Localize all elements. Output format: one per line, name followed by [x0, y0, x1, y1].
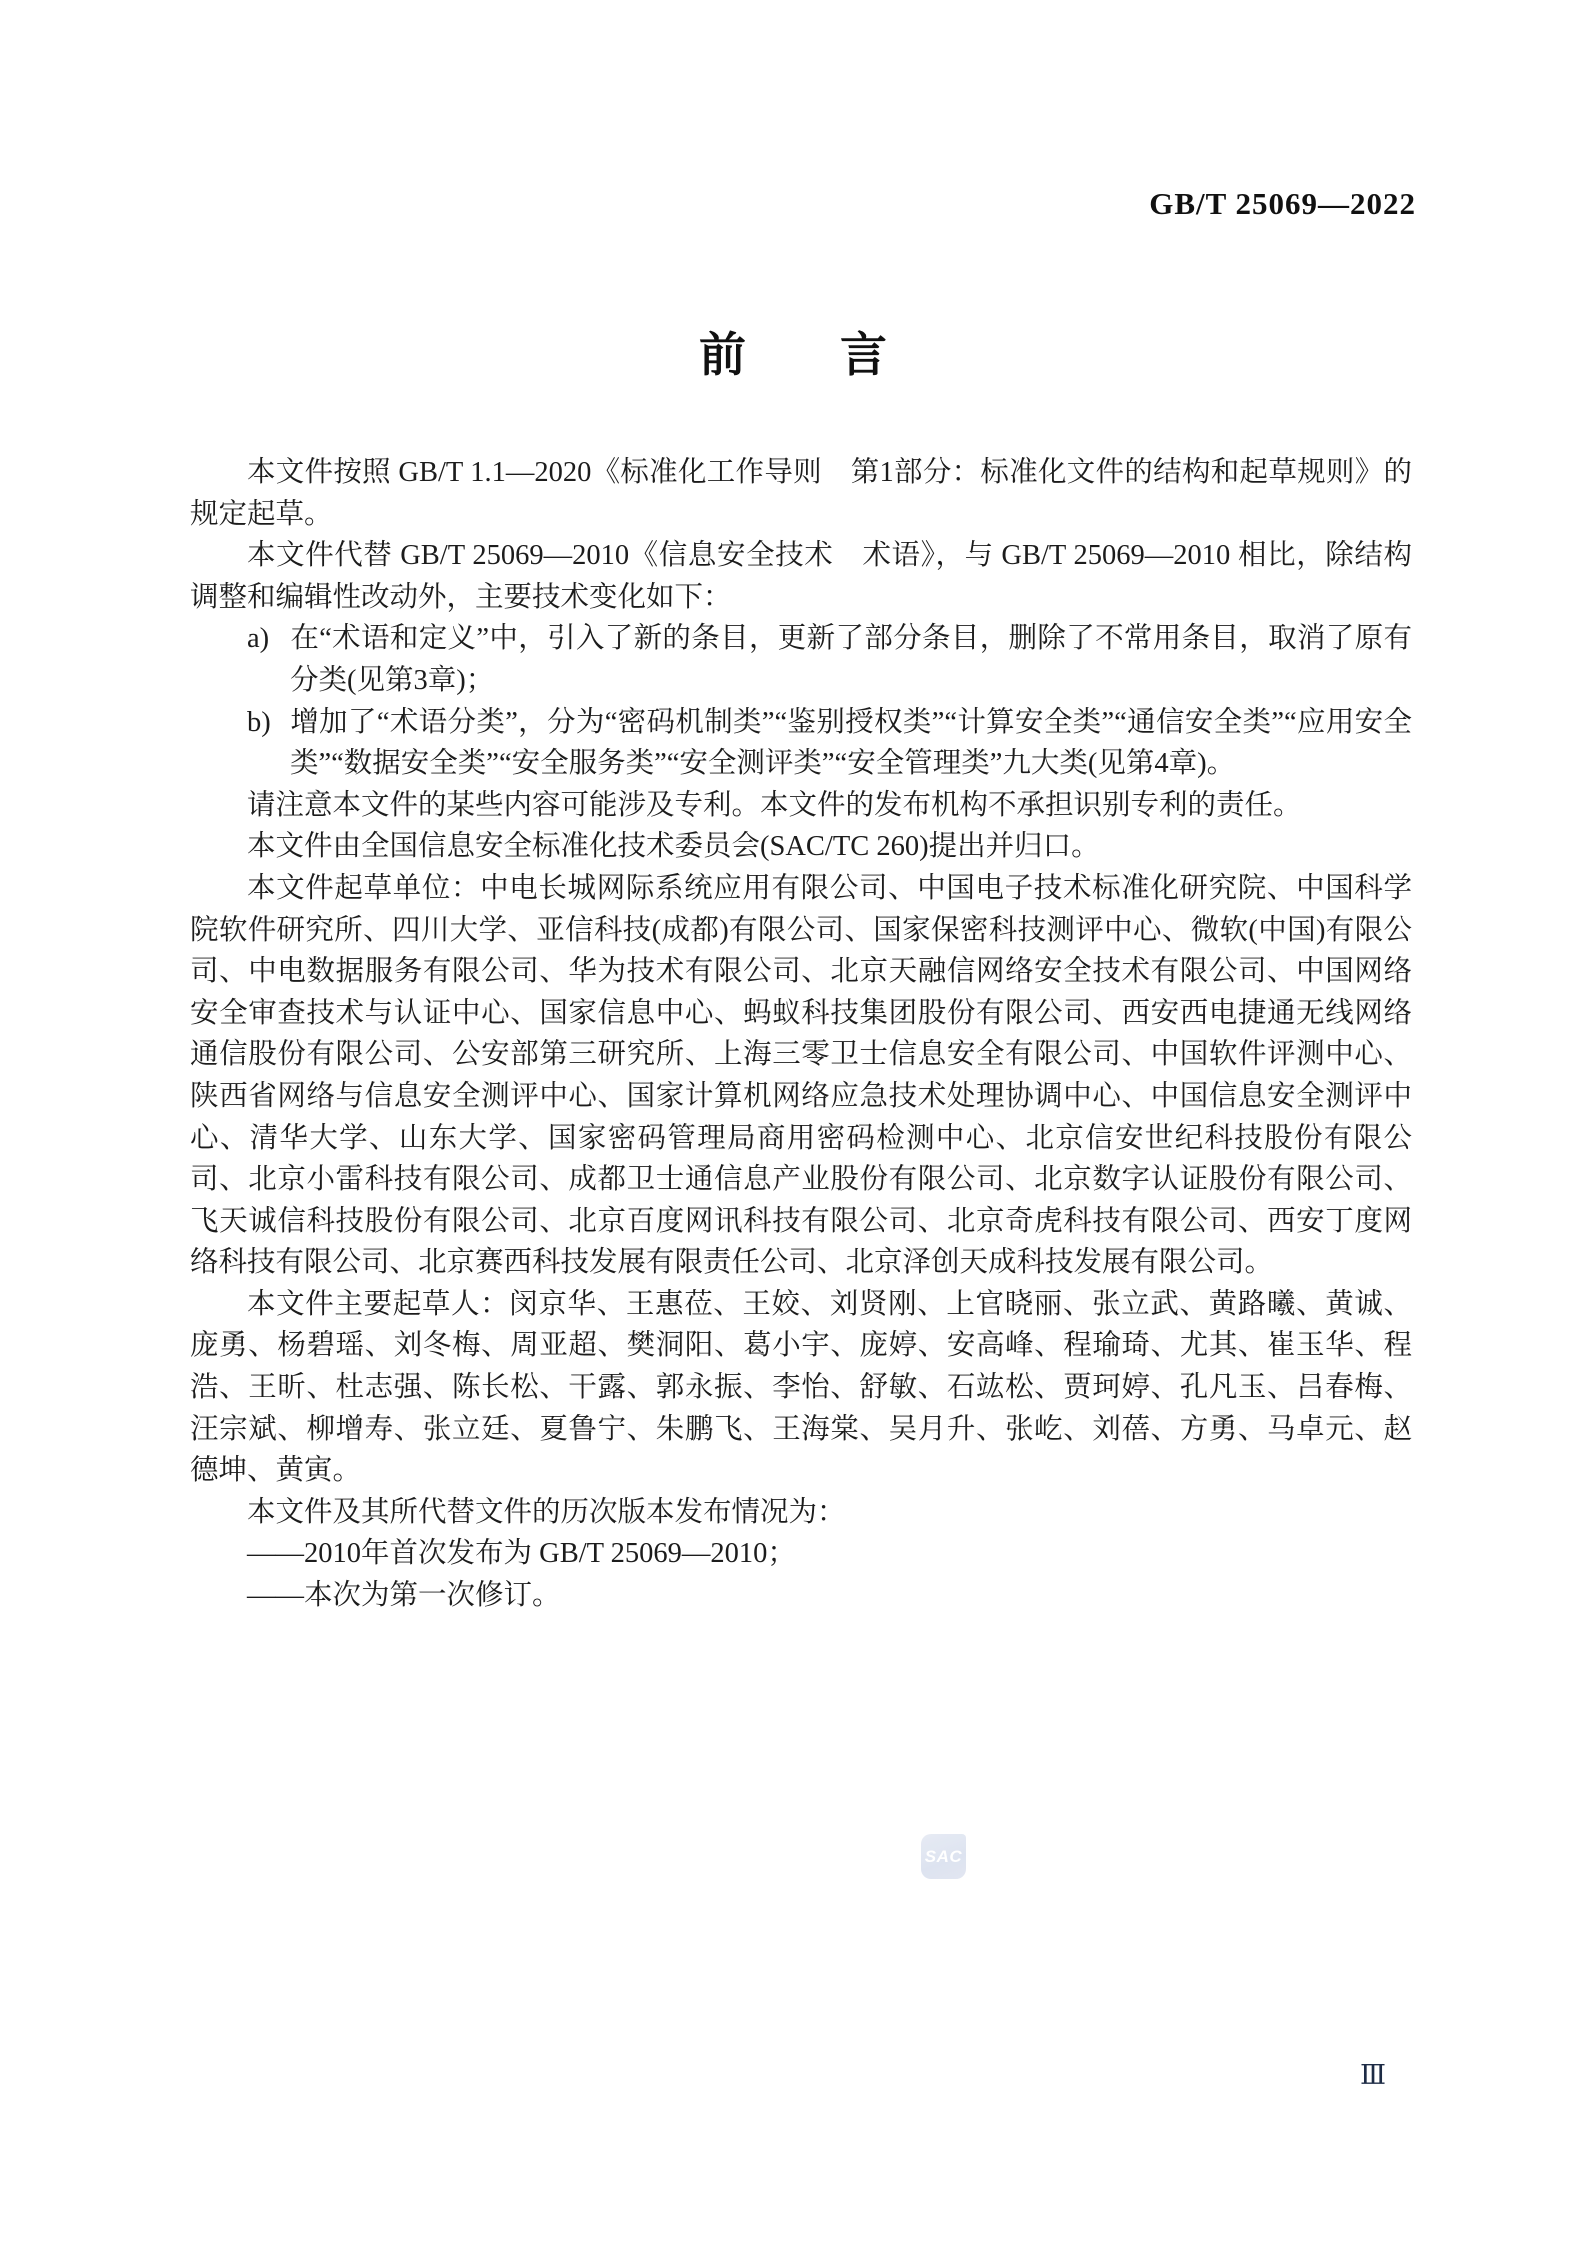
paragraph-patent-notice: 请注意本文件的某些内容可能涉及专利。本文件的发布机构不承担识别专利的责任。 [247, 789, 1302, 821]
foreword-body [190, 452, 1412, 1617]
change-item-a [190, 618, 1412, 701]
paragraph-committee: 本文件由全国信息安全标准化技术委员会(SAC/TC 260)提出并归口。 [247, 831, 1100, 863]
change-item-b [190, 702, 1412, 785]
history-item-first-release: ——2010年首次发布为 GB/T 25069—2010； [247, 1538, 796, 1570]
list-text-b: 增加了“术语分类”，分为“密码机制类”“鉴别授权类”“计算安全类”“通信安全类”“应用安全类”“数据安全类”“安全服务类”“安全测评类”“安全管理类”九大类(见第4章)。 [290, 706, 1412, 780]
sac-watermark-logo [921, 1834, 966, 1879]
paragraph-replacement-note: 本文件代替 GB/T 25069—2010《信息安全技术 术语》，与 GB/T 25069—2010 相比，除结构调整和编辑性改动外，主要技术变化如下： [190, 540, 1412, 613]
page-number: Ⅲ [1360, 2060, 1387, 2090]
paragraph-drafters: 本文件主要起草人：闵京华、王惠莅、王姣、刘贤刚、上官晓丽、张立武、黄路曦、黄诚、庞勇、杨碧瑶、刘冬梅、周亚超、樊洞阳、葛小宇、庞婷、安高峰、程瑜琦、尤其、崔玉华、程浩、王昕、杜志强、陈长松、干露、郭永振、李怡、舒敏、石竑松、贾珂婷、孔凡玉、吕春梅、汪宗斌、柳增寿、张立廷、夏鲁宁、朱鹏飞、王海棠、吴月升、张屹、刘蓓、方勇、马卓元、赵德坤、黄寅。 [190, 1288, 1412, 1487]
paragraph-drafting-basis: 本文件按照 GB/T 1.1—2020《标准化工作导则 第1部分：标准化文件的结构和起草规则》的规定起草。 [190, 457, 1412, 530]
list-label-a: a) [247, 623, 270, 655]
paragraph-drafting-organizations: 本文件起草单位：中电长城网际系统应用有限公司、中国电子技术标准化研究院、中国科学院软件研究所、四川大学、亚信科技(成都)有限公司、国家保密科技测评中心、微软(中国)有限公司、中电数据服务有限公司、华为技术有限公司、北京天融信网络安全技术有限公司、中国网络安全审查技术与认证中心、国家信息中心、蚂蚁科技集团股份有限公司、西安西电捷通无线网络通信股份有限公司、公安部第三研究所、上海三零卫士信息安全有限公司、中国软件评测中心、陕西省网络与信息安全测评中心、国家计算机网络应急技术处理协调中心、中国信息安全测评中心、清华大学、山东大学、国家密码管理局商用密码检测中心、北京信安世纪科技股份有限公司、北京小雷科技有限公司、成都卫士通信息产业股份有限公司、北京数字认证股份有限公司、飞天诚信科技股份有限公司、北京百度网讯科技有限公司、北京奇虎科技有限公司、西安丁度网络科技有限公司、北京赛西科技发展有限责任公司、北京泽创天成科技发展有限公司。 [190, 872, 1412, 1279]
sac-watermark-text: SAC [924, 1846, 963, 1866]
document-code: GB/T 25069—2022 [1149, 186, 1416, 221]
page-title: 前 言 [699, 328, 887, 381]
list-text-a: 在“术语和定义”中，引入了新的条目，更新了部分条目，删除了不常用条目，取消了原有分类(见第3章)； [290, 623, 1412, 696]
history-item-first-revision: ——本次为第一次修订。 [247, 1580, 561, 1612]
list-label-b: b) [247, 706, 271, 738]
paragraph-version-history-intro: 本文件及其所代替文件的历次版本发布情况为： [247, 1496, 846, 1528]
